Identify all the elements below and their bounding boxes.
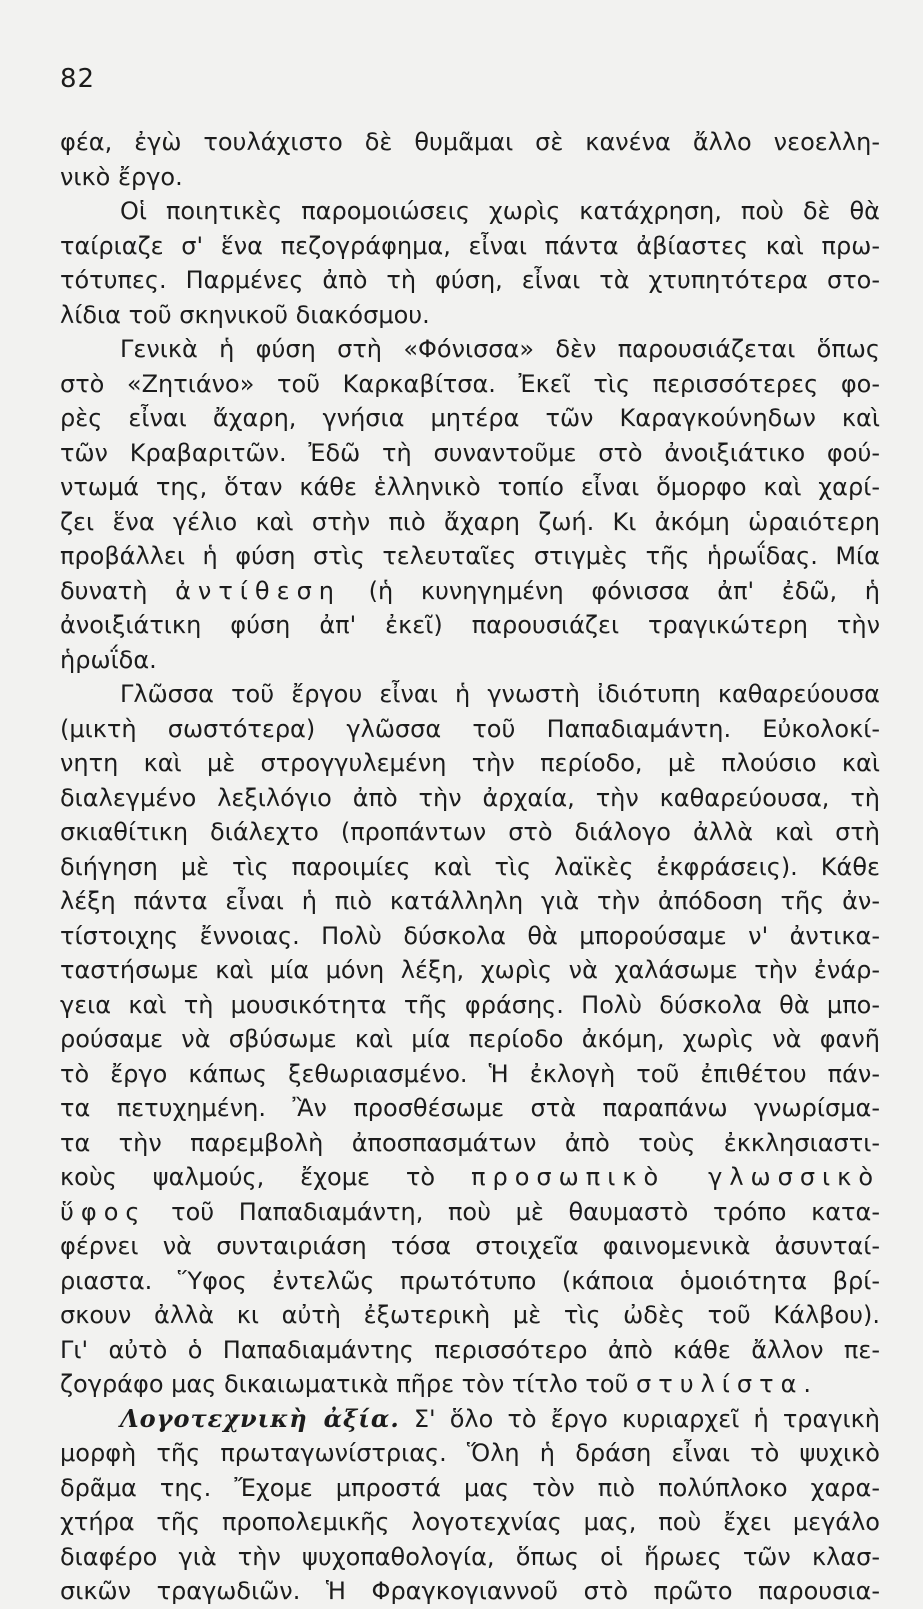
text-line: φέα, ἐγὼ τουλάχιστο δὲ θυμᾶμαι σὲ κανένα ἄλλο νεοελλη- xyxy=(60,128,880,156)
text-line: προβάλλει ἡ φύση στὶς τελευταῖες στιγμὲς τῆς ἡρωΐδας. Μία xyxy=(60,542,880,570)
text-line: σικῶν τραγωδιῶν. Ἡ Φραγκογιαννοῦ στὸ πρῶτο παρουσια- xyxy=(60,1577,880,1605)
text-run: τοῦ Παπαδιαμάντη, ποὺ μὲ θαυμαστὸ τρόπο κατα- xyxy=(171,1197,880,1226)
section-heading: Λογοτεχνικὴ ἀξία. xyxy=(120,1403,400,1433)
text-line: τα τὴν παρεμβολὴ ἀποσπασμάτων ἀπὸ τοὺς ἐκκλησιαστι- xyxy=(60,1128,880,1157)
emphasized-phrase: προσωπικὸ γλωσσικὸ xyxy=(471,1163,880,1191)
text-line xyxy=(60,1402,880,1437)
text-line: διαλεγμένο λεξιλόγιο ἀπὸ τὴν ἀρχαία, τὴν καθαρεύουσα, τὴ xyxy=(60,783,880,812)
emphasized-word: στυλίστα. xyxy=(636,1370,819,1398)
text-line xyxy=(60,1160,880,1195)
text-run: κοὺς ψαλμούς, ἔχομε τὸ xyxy=(60,1163,436,1191)
text-line: ἀνοιξιάτικη φύση ἀπ' ἐκεῖ) παρουσιάζει τραγικώτερη τὴν xyxy=(60,611,880,639)
text-line: σκουν ἀλλὰ κι αὐτὴ ἐξωτερικὴ μὲ τὶς ὠδὲς τοῦ Κάλβου). xyxy=(60,1301,880,1329)
text-line: ρούσαμε νὰ σβύσωμε καὶ μία περίοδο ἀκόμη, χωρὶς νὰ φανῆ xyxy=(60,1025,880,1053)
text-line: διήγηση μὲ τὶς παροιμίες καὶ τὶς λαϊκὲς ἐκφράσεις). Κάθε xyxy=(60,852,880,881)
text-line: φέρνει νὰ συνταιριάση τόσα στοιχεῖα φαινομενικὰ ἀσυνταί- xyxy=(60,1232,880,1260)
text-line: γεια καὶ τὴ μουσικότητα τῆς φράσης. Πολὺ δύσκολα θὰ μπο- xyxy=(60,990,880,1019)
text-line: τίστοιχης ἔννοιας. Πολὺ δύσκολα θὰ μπορούσαμε ν' ἀντικα- xyxy=(60,921,880,950)
text-line: στὸ «Ζητιάνο» τοῦ Καρκαβίτσα. Ἐκεῖ τὶς περισσότερες φο- xyxy=(60,369,880,398)
text-line: λέξη πάντα εἶναι ἡ πιὸ κατάλληλη γιὰ τὴν ἀπόδοση τῆς ἀν- xyxy=(60,887,880,915)
text-line: τα πετυχημένη. Ἂν προσθέσωμε στὰ παραπάνω γνωρίσμα- xyxy=(60,1094,880,1122)
text-line xyxy=(60,1367,880,1402)
body-text xyxy=(60,125,880,1609)
text-line: λίδια τοῦ σκηνικοῦ διακόσμου. xyxy=(60,300,430,329)
text-run: (ἡ κυνηγημένη φόνισσα ἀπ' ἐδῶ, ἡ xyxy=(368,576,880,605)
text-line xyxy=(60,574,880,609)
emphasized-word: ἀντίθεση xyxy=(175,576,341,605)
text-line: νικὸ ἔργο. xyxy=(60,162,183,191)
text-line: ρὲς εἶναι ἄχαρη, γνήσια μητέρα τῶν Καραγκούνηδων καὶ xyxy=(60,404,880,432)
text-line: (μικτὴ σωστότερα) γλῶσσα τοῦ Παπαδιαμάντη. Εὐκολοκί- xyxy=(60,714,880,743)
text-line: ριαστα. Ὕφος ἐντελῶς πρωτότυπο (κάποια ὁμοιότητα βρί- xyxy=(60,1266,880,1295)
page-number: 82 xyxy=(60,64,96,94)
text-line: Γλῶσσα τοῦ ἔργου εἶναι ἡ γνωστὴ ἰδιότυπη καθαρεύουσα xyxy=(120,680,880,708)
text-line: Οἱ ποιητικὲς παρομοιώσεις χωρὶς κατάχρηση, ποὺ δὲ θὰ xyxy=(120,197,880,225)
text-line: ζει ἕνα γέλιο καὶ στὴν πιὸ ἄχαρη ζωή. Κι ἀκόμη ὡραιότερη xyxy=(60,507,880,536)
text-line: ταστήσωμε καὶ μία μόνη λέξη, χωρὶς νὰ χαλάσωμε τὴν ἐνάρ- xyxy=(60,956,880,984)
text-line: ἡρωΐδα. xyxy=(60,645,157,674)
text-run: ζογράφο μας δικαιωματικὰ πῆρε τὸν τίτλο τοῦ xyxy=(60,1370,629,1398)
text-line xyxy=(60,1195,880,1230)
text-line: μορφὴ τῆς πρωταγωνίστριας. Ὅλη ἡ δράση εἶναι τὸ ψυχικὸ xyxy=(60,1439,880,1467)
text-line: ντωμά της, ὅταν κάθε ἑλληνικὸ τοπίο εἶναι ὅμορφο καὶ χαρί- xyxy=(60,473,880,501)
text-line: χτήρα τῆς προπολεμικῆς λογοτεχνίας μας, ποὺ ἔχει μεγάλο xyxy=(60,1508,880,1536)
text-run: Σ' ὅλο τὸ ἔργο κυριαρχεῖ ἡ τραγικὴ xyxy=(413,1404,880,1433)
text-line: ταίριαζε σ' ἕνα πεζογράφημα, εἶναι πάντα ἀβίαστες καὶ πρω- xyxy=(60,231,880,260)
text-line: Γενικὰ ἡ φύση στὴ «Φόνισσα» δὲν παρουσιάζεται ὅπως xyxy=(120,335,880,363)
text-line: Γι' αὐτὸ ὁ Παπαδιαμάντης περισσότερο ἀπὸ κάθε ἄλλον πε- xyxy=(60,1335,880,1364)
emphasized-word: ὕφος xyxy=(60,1197,147,1226)
text-line: νητη καὶ μὲ στρογγυλεμένη τὴν περίοδο, μὲ πλούσιο καὶ xyxy=(60,749,880,777)
text-line: σκιαθίτικη διάλεχτο (προπάντων στὸ διάλογο ἀλλὰ καὶ στὴ xyxy=(60,818,880,846)
text-line: τότυπες. Παρμένες ἀπὸ τὴ φύση, εἶναι τὰ χτυπητότερα στο- xyxy=(60,266,880,294)
text-line: τῶν Κραβαριτῶν. Ἐδῶ τὴ συναντοῦμε στὸ ἀνοιξιάτικο φού- xyxy=(60,438,880,467)
text-line: διαφέρο γιὰ τὴν ψυχοπαθολογία, ὅπως οἱ ἥρωες τῶν κλασ- xyxy=(60,1542,880,1571)
text-line: δρᾶμα της. Ἔχομε μπροστά μας τὸν πιὸ πολύπλοκο χαρα- xyxy=(60,1473,880,1502)
text-run: δυνατὴ xyxy=(60,576,148,605)
text-line: τὸ ἔργο κάπως ξεθωριασμένο. Ἡ ἐκλογὴ τοῦ ἐπιθέτου πάν- xyxy=(60,1059,880,1088)
